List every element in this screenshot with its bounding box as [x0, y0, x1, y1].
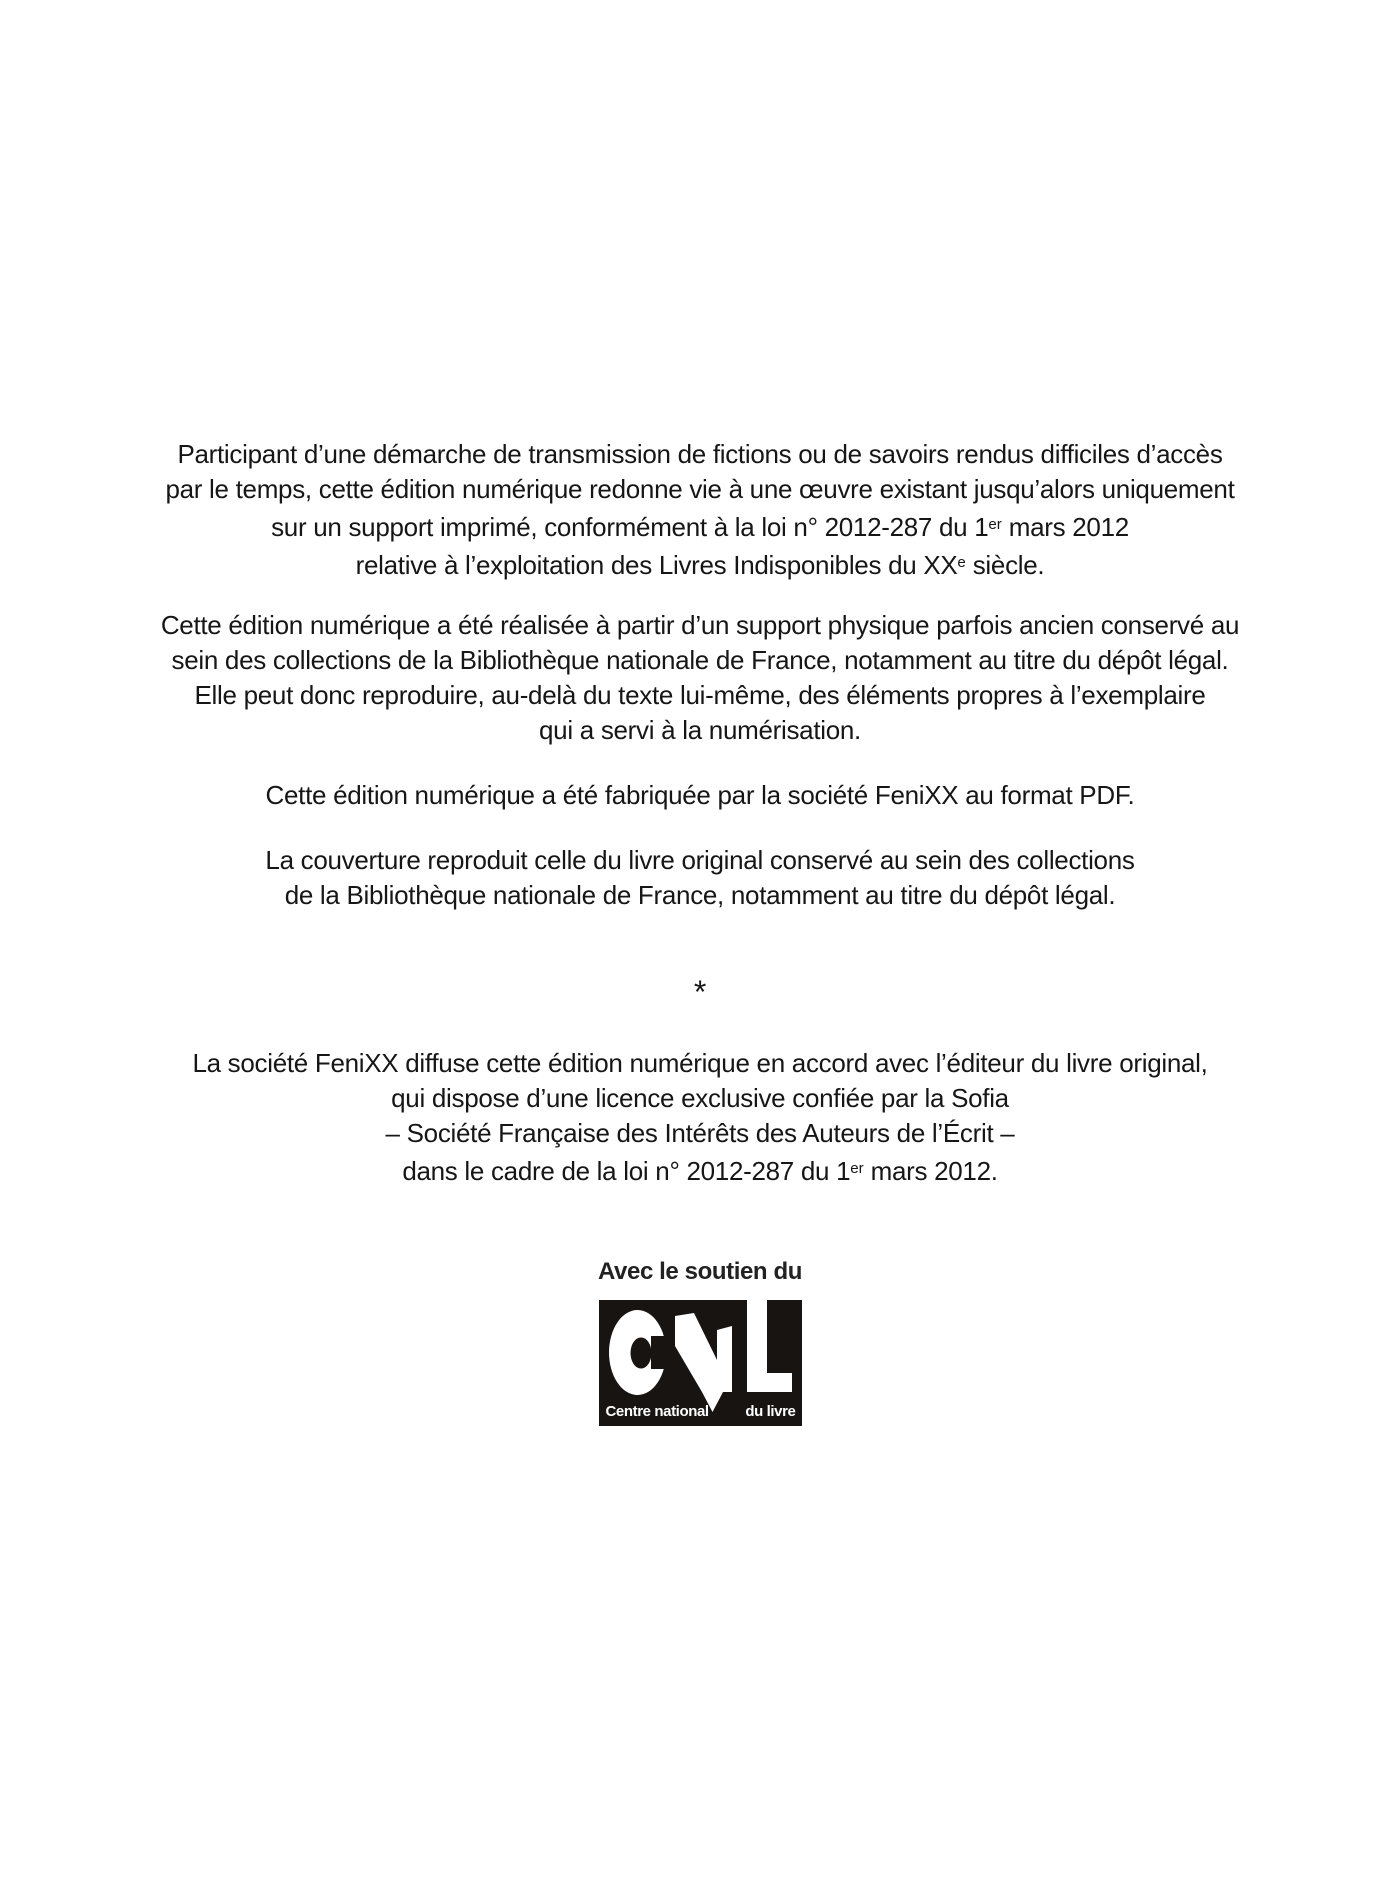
- text-line: Cette édition numérique a été fabriquée par la société FeniXX au format PDF.: [265, 780, 1135, 811]
- text-line: [0, 1151, 1400, 1189]
- text-line: La société FeniXX diffuse cette édition numérique en accord avec l’éditeur du livre original,: [192, 1048, 1208, 1079]
- text-segment: mars 2012: [1001, 512, 1129, 543]
- paragraph-fenixx-pdf: [0, 778, 1400, 813]
- text-line: qui dispose d’une licence exclusive confiée par la Sofia: [391, 1083, 1009, 1114]
- text-line: sein des collections de la Bibliothèque nationale de France, notamment au titre du dépôt légal.: [171, 645, 1229, 676]
- text-segment: dans le cadre de la loi n° 2012-287 du 1: [402, 1156, 851, 1187]
- text-line: Participant d’une démarche de transmission de fictions ou de savoirs rendus difficiles d’accès: [177, 439, 1223, 469]
- text-segment: siècle.: [965, 550, 1045, 581]
- superscript: e: [957, 554, 966, 572]
- superscript: er: [988, 516, 1002, 533]
- text-segment: mars 2012.: [863, 1156, 998, 1187]
- text-line: [0, 507, 1400, 545]
- text-line: Cette édition numérique a été réalisée à partir d’un support physique parfois ancien conservé au: [160, 610, 1240, 641]
- text-segment: sur un support imprimé, conformément à la loi n° 2012-287 du 1: [271, 512, 989, 543]
- asterisk-separator: *: [693, 974, 707, 1011]
- cnl-support-caption: Avec le soutien du: [598, 1257, 802, 1285]
- paragraph-cover-notice: [0, 843, 1400, 913]
- paragraph-source-bnf: [0, 608, 1400, 748]
- text-segment: relative à l’exploitation des Livres Indisponibles du XX: [355, 550, 958, 581]
- text-line: par le temps, cette édition numérique redonne vie à une œuvre existant jusqu’alors uniquement: [165, 474, 1235, 504]
- text-line: Elle peut donc reproduire, au-delà du texte lui-même, des éléments propres à l’exemplaire: [194, 680, 1206, 711]
- text-line: La couverture reproduit celle du livre original conservé au sein des collections: [265, 845, 1135, 876]
- cnl-logo-block: [0, 1300, 1400, 1426]
- text-line: qui a servi à la numérisation.: [539, 715, 861, 746]
- cnl-logo: [599, 1300, 802, 1426]
- superscript: er: [850, 1160, 864, 1178]
- paragraph-legal-context: [0, 437, 1400, 583]
- text-line: – Société Française des Intérêts des Auteurs de l’Écrit –: [385, 1118, 1015, 1149]
- text-line: de la Bibliothèque nationale de France, notamment au titre du dépôt légal.: [284, 880, 1116, 911]
- paragraph-distribution-license: [0, 1046, 1400, 1189]
- text-line: [0, 545, 1400, 583]
- cnl-caption-centre-national: Centre national: [605, 1402, 709, 1420]
- cnl-caption-du-livre: du livre: [745, 1402, 796, 1420]
